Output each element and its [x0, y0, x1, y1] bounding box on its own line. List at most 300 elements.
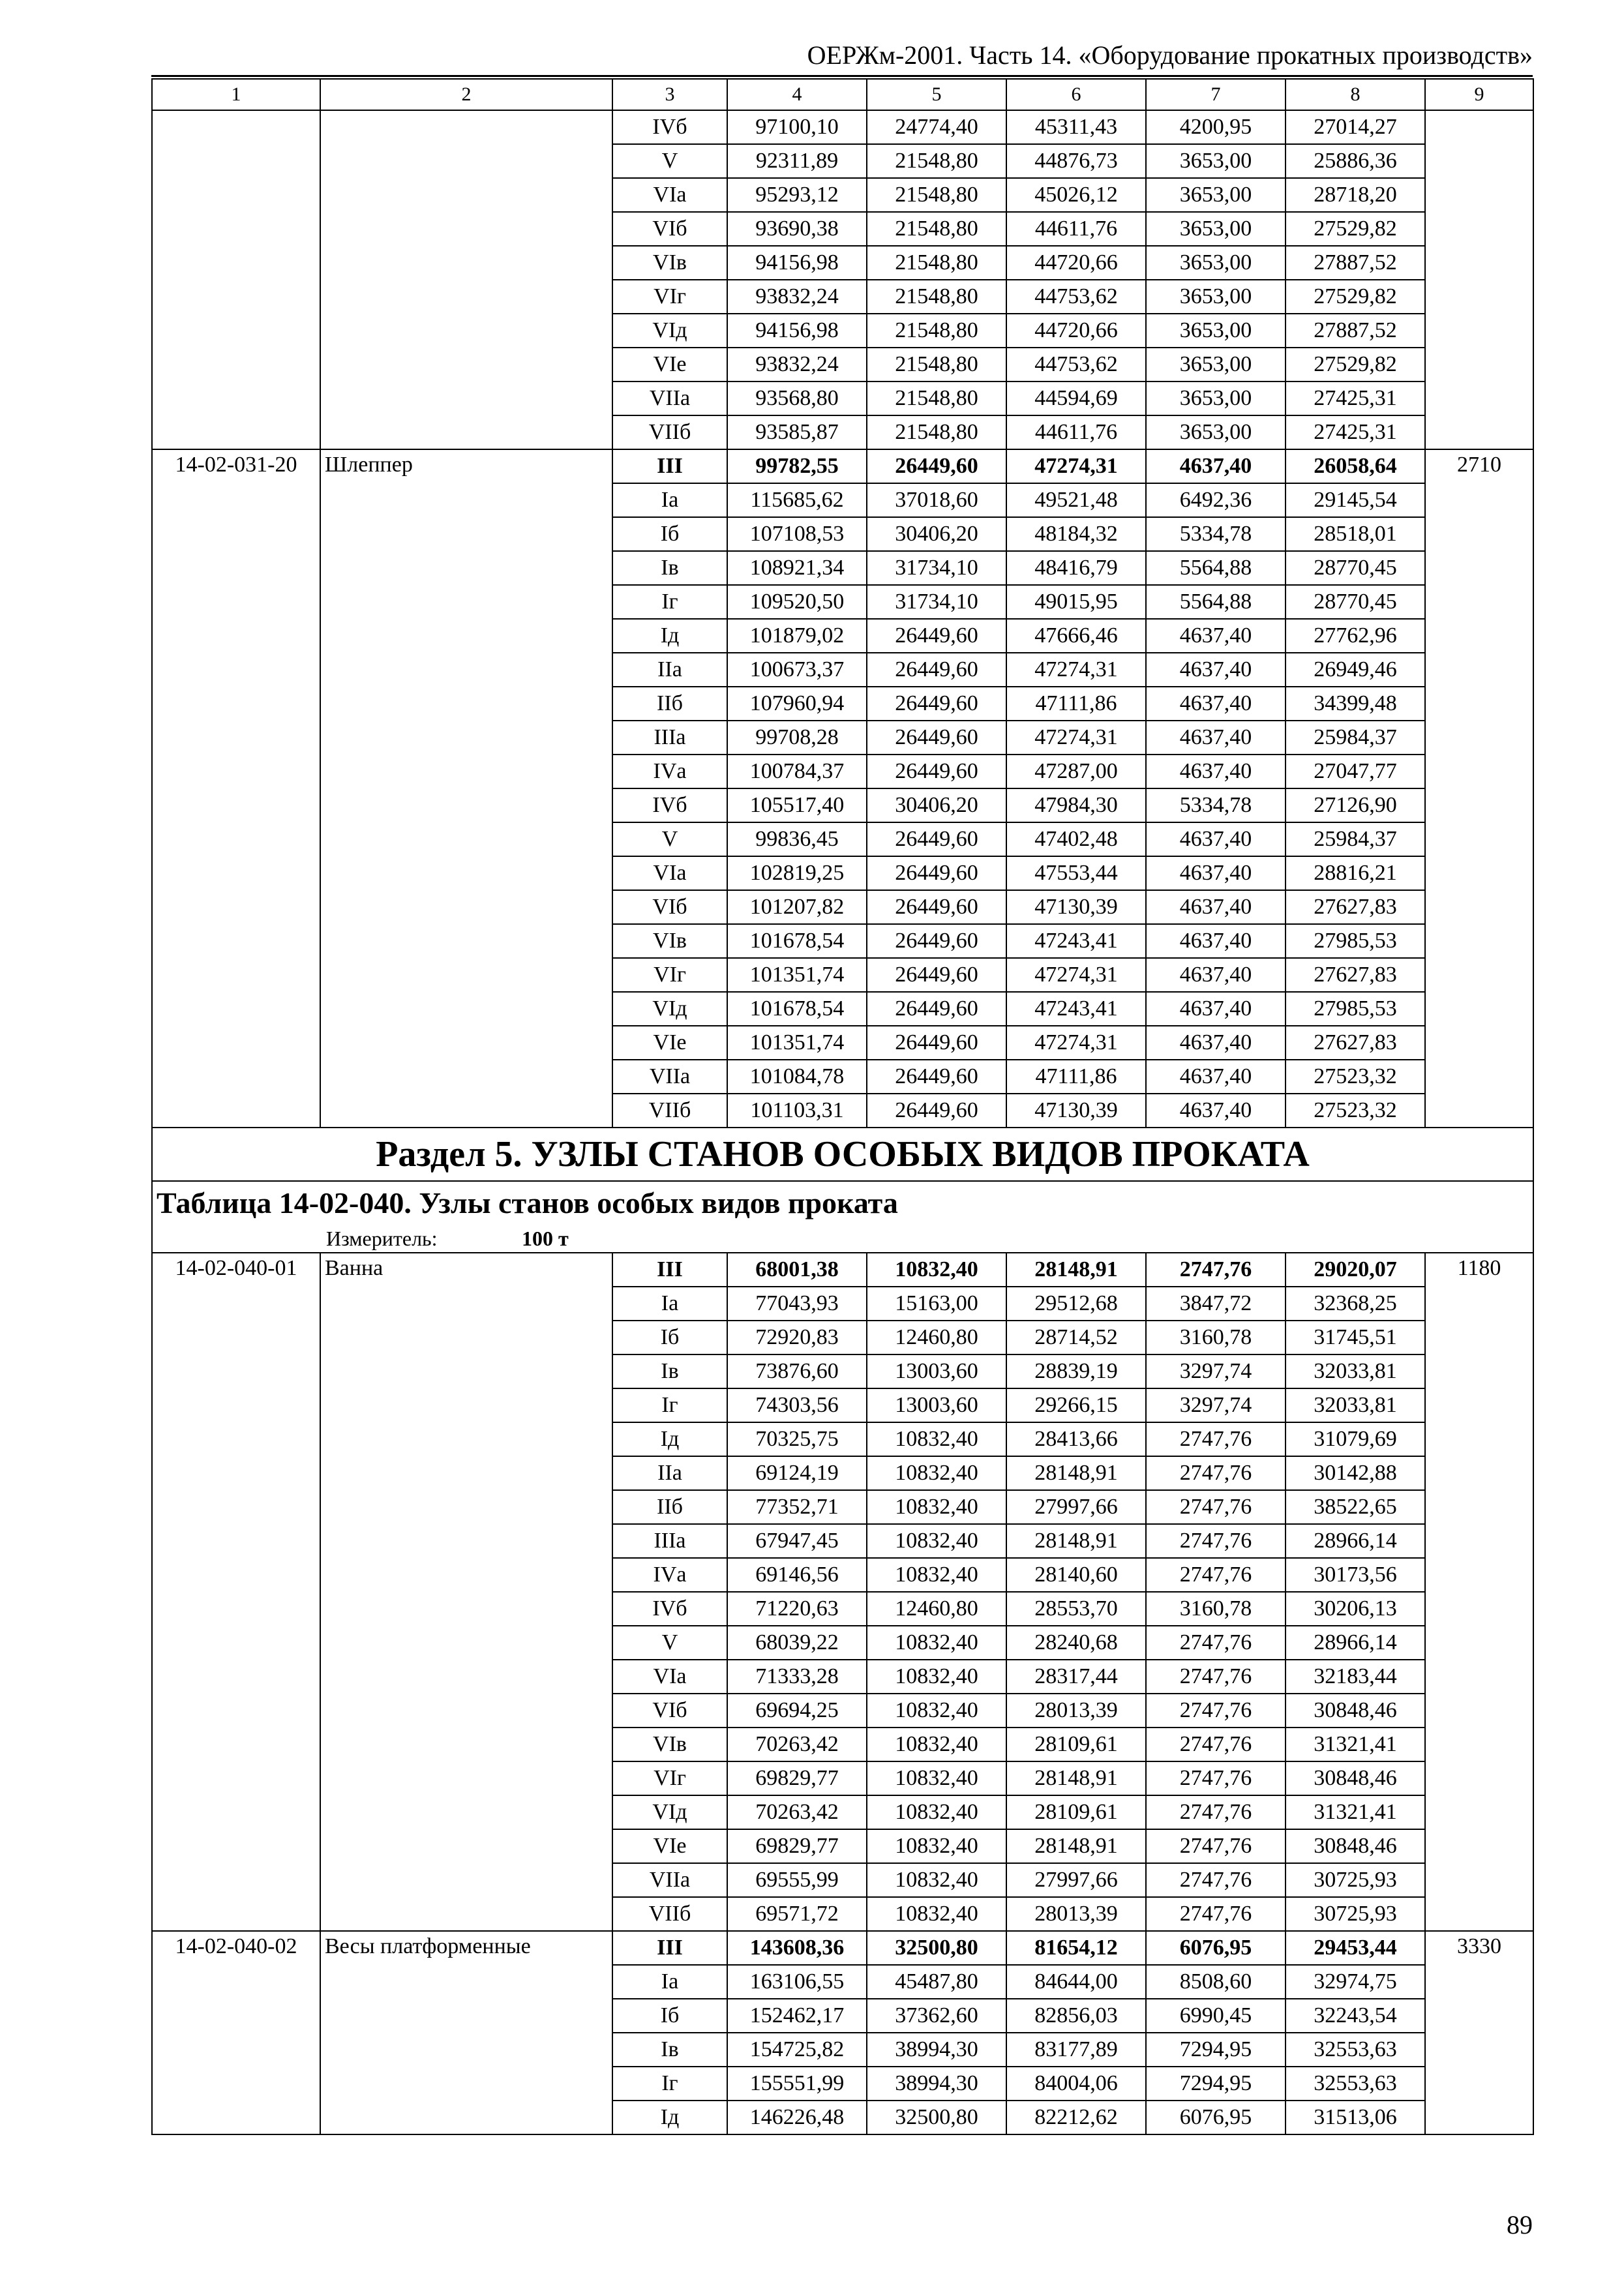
- zone-code: IVа: [612, 755, 727, 788]
- cost-value: 4200,95: [1146, 110, 1286, 144]
- cost-value: 3847,72: [1146, 1287, 1286, 1321]
- cost-value: 27887,52: [1286, 246, 1425, 280]
- zone-code: Iа: [612, 1287, 727, 1321]
- cost-value: 28013,39: [1006, 1694, 1146, 1728]
- cost-value: 10832,40: [867, 1626, 1006, 1660]
- cost-value: 5334,78: [1146, 788, 1286, 822]
- item-name: [320, 110, 612, 449]
- cost-value: 27126,90: [1286, 788, 1425, 822]
- cost-value: 7294,95: [1146, 2033, 1286, 2067]
- cost-value: 101351,74: [727, 958, 867, 992]
- cost-value: 99708,28: [727, 721, 867, 755]
- cost-value: 26449,60: [867, 449, 1006, 483]
- column-number: 8: [1286, 79, 1425, 110]
- cost-value: 26058,64: [1286, 449, 1425, 483]
- cost-value: 37362,60: [867, 1999, 1006, 2033]
- cost-value: 30725,93: [1286, 1897, 1425, 1931]
- cost-value: 3297,74: [1146, 1388, 1286, 1422]
- cost-value: 28317,44: [1006, 1660, 1146, 1694]
- cost-value: 47243,41: [1006, 924, 1146, 958]
- zone-code: Iг: [612, 585, 727, 619]
- cost-value: 49015,95: [1006, 585, 1146, 619]
- cost-value: 47984,30: [1006, 788, 1146, 822]
- cost-value: 44753,62: [1006, 280, 1146, 314]
- cost-value: 26449,60: [867, 619, 1006, 653]
- cost-value: 25984,37: [1286, 721, 1425, 755]
- cost-value: 28966,14: [1286, 1524, 1425, 1558]
- cost-value: 6492,36: [1146, 483, 1286, 517]
- cost-value: 28553,70: [1006, 1592, 1146, 1626]
- cost-value: 95293,12: [727, 178, 867, 212]
- cost-value: 2747,76: [1146, 1761, 1286, 1795]
- cost-value: 32368,25: [1286, 1287, 1425, 1321]
- zone-code: VIв: [612, 924, 727, 958]
- zone-code: VIд: [612, 1795, 727, 1829]
- cost-value: 93690,38: [727, 212, 867, 246]
- item-code: [152, 110, 320, 449]
- cost-value: 3160,78: [1146, 1321, 1286, 1354]
- cost-value: 44720,66: [1006, 246, 1146, 280]
- cost-value: 100784,37: [727, 755, 867, 788]
- cost-value: 146226,48: [727, 2101, 867, 2134]
- zone-code: IIIа: [612, 1524, 727, 1558]
- item-total: 1180: [1425, 1253, 1533, 1931]
- cost-value: 31513,06: [1286, 2101, 1425, 2134]
- cost-value: 93832,24: [727, 348, 867, 382]
- cost-value: 102819,25: [727, 856, 867, 890]
- zone-code: Iв: [612, 551, 727, 585]
- cost-value: 32243,54: [1286, 1999, 1425, 2033]
- item-code: 14-02-031-20: [152, 449, 320, 1128]
- cost-value: 73876,60: [727, 1354, 867, 1388]
- cost-value: 28714,52: [1006, 1321, 1146, 1354]
- item-name: Весы платформенные: [320, 1931, 612, 2134]
- cost-value: 3160,78: [1146, 1592, 1286, 1626]
- zone-code: VIе: [612, 1026, 727, 1060]
- cost-value: 27627,83: [1286, 1026, 1425, 1060]
- cost-value: 10832,40: [867, 1490, 1006, 1524]
- meter-value: 100 т: [522, 1227, 569, 1250]
- zone-code: V: [612, 1626, 727, 1660]
- cost-value: 47130,39: [1006, 1094, 1146, 1128]
- cost-value: 28770,45: [1286, 551, 1425, 585]
- cost-value: 45026,12: [1006, 178, 1146, 212]
- cost-value: 71220,63: [727, 1592, 867, 1626]
- cost-value: 21548,80: [867, 212, 1006, 246]
- cost-value: 4637,40: [1146, 1094, 1286, 1128]
- cost-value: 32033,81: [1286, 1354, 1425, 1388]
- cost-value: 2747,76: [1146, 1694, 1286, 1728]
- page-number: 89: [1507, 2210, 1533, 2239]
- cost-value: 21548,80: [867, 348, 1006, 382]
- cost-value: 26449,60: [867, 1094, 1006, 1128]
- header-rule: [151, 75, 1533, 77]
- cost-value: 26449,60: [867, 890, 1006, 924]
- cost-value: 21548,80: [867, 314, 1006, 348]
- zone-code: IIб: [612, 1490, 727, 1524]
- cost-value: 47402,48: [1006, 822, 1146, 856]
- cost-value: 28518,01: [1286, 517, 1425, 551]
- zone-code: IVб: [612, 788, 727, 822]
- cost-value: 27997,66: [1006, 1490, 1146, 1524]
- cost-value: 115685,62: [727, 483, 867, 517]
- cost-value: 4637,40: [1146, 958, 1286, 992]
- cost-value: 28148,91: [1006, 1456, 1146, 1490]
- cost-value: 10832,40: [867, 1660, 1006, 1694]
- cost-value: 26949,46: [1286, 653, 1425, 687]
- zone-code: VIб: [612, 890, 727, 924]
- zone-code: VIе: [612, 1829, 727, 1863]
- cost-value: 31745,51: [1286, 1321, 1425, 1354]
- cost-value: 83177,89: [1006, 2033, 1146, 2067]
- cost-value: 31321,41: [1286, 1795, 1425, 1829]
- item-code: 14-02-040-02: [152, 1931, 320, 2134]
- cost-value: 3653,00: [1146, 144, 1286, 178]
- cost-value: 47111,86: [1006, 687, 1146, 721]
- cost-value: 31321,41: [1286, 1728, 1425, 1761]
- zone-code: Iг: [612, 1388, 727, 1422]
- item-name: Шлеппер: [320, 449, 612, 1128]
- cost-value: 32500,80: [867, 2101, 1006, 2134]
- cost-value: 163106,55: [727, 1965, 867, 1999]
- cost-value: 29453,44: [1286, 1931, 1425, 1965]
- cost-value: 45487,80: [867, 1965, 1006, 1999]
- cost-value: 13003,60: [867, 1388, 1006, 1422]
- cost-value: 47553,44: [1006, 856, 1146, 890]
- cost-value: 30848,46: [1286, 1694, 1425, 1728]
- zone-code: Iа: [612, 1965, 727, 1999]
- cost-value: 44876,73: [1006, 144, 1146, 178]
- cost-value: 27985,53: [1286, 992, 1425, 1026]
- cost-value: 100673,37: [727, 653, 867, 687]
- cost-value: 28013,39: [1006, 1897, 1146, 1931]
- cost-value: 26449,60: [867, 755, 1006, 788]
- zone-code: VIа: [612, 178, 727, 212]
- cost-value: 24774,40: [867, 110, 1006, 144]
- cost-value: 2747,76: [1146, 1253, 1286, 1287]
- zone-code: VIе: [612, 348, 727, 382]
- cost-value: 28148,91: [1006, 1761, 1146, 1795]
- zone-code: VIб: [612, 212, 727, 246]
- cost-value: 108921,34: [727, 551, 867, 585]
- table-row: [152, 449, 1533, 483]
- cost-value: 30142,88: [1286, 1456, 1425, 1490]
- cost-value: 28816,21: [1286, 856, 1425, 890]
- zone-code: Iд: [612, 2101, 727, 2134]
- cost-value: 28140,60: [1006, 1558, 1146, 1592]
- zone-code: Iб: [612, 517, 727, 551]
- cost-value: 32974,75: [1286, 1965, 1425, 1999]
- zone-code: VIIа: [612, 1863, 727, 1897]
- cost-value: 32553,63: [1286, 2067, 1425, 2101]
- zone-code: V: [612, 144, 727, 178]
- price-table: [151, 78, 1534, 2135]
- table-title: Таблица 14-02-040. Узлы станов особых видов проката: [152, 1181, 1533, 1225]
- cost-value: 94156,98: [727, 314, 867, 348]
- cost-value: 3653,00: [1146, 348, 1286, 382]
- cost-value: 69829,77: [727, 1829, 867, 1863]
- cost-value: 6076,95: [1146, 2101, 1286, 2134]
- zone-code: VIг: [612, 1761, 727, 1795]
- cost-value: 32183,44: [1286, 1660, 1425, 1694]
- cost-value: 27762,96: [1286, 619, 1425, 653]
- cost-value: 82212,62: [1006, 2101, 1146, 2134]
- section-title: Раздел 5. УЗЛЫ СТАНОВ ОСОБЫХ ВИДОВ ПРОКАТА: [152, 1128, 1533, 1181]
- page-header: ОЕРЖм-2001. Часть 14. «Оборудование прокатных производств»: [807, 40, 1533, 70]
- cost-value: 26449,60: [867, 822, 1006, 856]
- cost-value: 26449,60: [867, 653, 1006, 687]
- cost-value: 26449,60: [867, 721, 1006, 755]
- cost-value: 77352,71: [727, 1490, 867, 1524]
- zone-code: VIIа: [612, 382, 727, 415]
- cost-value: 3653,00: [1146, 415, 1286, 449]
- zone-code: VIа: [612, 1660, 727, 1694]
- table-title-row: [152, 1181, 1533, 1225]
- cost-value: 21548,80: [867, 246, 1006, 280]
- meter-cell: [152, 1225, 1533, 1253]
- cost-value: 107108,53: [727, 517, 867, 551]
- cost-value: 28109,61: [1006, 1795, 1146, 1829]
- cost-value: 143608,36: [727, 1931, 867, 1965]
- cost-value: 27887,52: [1286, 314, 1425, 348]
- column-number: 2: [320, 79, 612, 110]
- column-number: 3: [612, 79, 727, 110]
- cost-value: 26449,60: [867, 958, 1006, 992]
- cost-value: 47666,46: [1006, 619, 1146, 653]
- cost-value: 44753,62: [1006, 348, 1146, 382]
- cost-value: 30848,46: [1286, 1761, 1425, 1795]
- cost-value: 26449,60: [867, 924, 1006, 958]
- zone-code: Iг: [612, 2067, 727, 2101]
- cost-value: 12460,80: [867, 1321, 1006, 1354]
- cost-value: 69694,25: [727, 1694, 867, 1728]
- cost-value: 31734,10: [867, 585, 1006, 619]
- cost-value: 92311,89: [727, 144, 867, 178]
- zone-code: VIIа: [612, 1060, 727, 1094]
- cost-value: 10832,40: [867, 1456, 1006, 1490]
- cost-value: 26449,60: [867, 1060, 1006, 1094]
- zone-code: IVа: [612, 1558, 727, 1592]
- cost-value: 69146,56: [727, 1558, 867, 1592]
- cost-value: 21548,80: [867, 144, 1006, 178]
- cost-value: 13003,60: [867, 1354, 1006, 1388]
- cost-value: 71333,28: [727, 1660, 867, 1694]
- cost-value: 4637,40: [1146, 721, 1286, 755]
- cost-value: 69555,99: [727, 1863, 867, 1897]
- cost-value: 28148,91: [1006, 1829, 1146, 1863]
- cost-value: 44611,76: [1006, 415, 1146, 449]
- cost-value: 44611,76: [1006, 212, 1146, 246]
- cost-value: 3653,00: [1146, 382, 1286, 415]
- cost-value: 4637,40: [1146, 1026, 1286, 1060]
- section-row: [152, 1128, 1533, 1181]
- zone-code: III: [612, 449, 727, 483]
- cost-value: 47274,31: [1006, 449, 1146, 483]
- zone-code: VIв: [612, 1728, 727, 1761]
- item-total: [1425, 110, 1533, 449]
- cost-value: 26449,60: [867, 856, 1006, 890]
- cost-value: 154725,82: [727, 2033, 867, 2067]
- cost-value: 29266,15: [1006, 1388, 1146, 1422]
- cost-value: 67947,45: [727, 1524, 867, 1558]
- cost-value: 69829,77: [727, 1761, 867, 1795]
- table-row: [152, 110, 1533, 144]
- cost-value: 27523,32: [1286, 1094, 1425, 1128]
- zone-code: Iд: [612, 1422, 727, 1456]
- cost-value: 2747,76: [1146, 1829, 1286, 1863]
- zone-code: IVб: [612, 110, 727, 144]
- cost-value: 38994,30: [867, 2067, 1006, 2101]
- cost-value: 28966,14: [1286, 1626, 1425, 1660]
- cost-value: 3653,00: [1146, 280, 1286, 314]
- cost-value: 101207,82: [727, 890, 867, 924]
- cost-value: 2747,76: [1146, 1626, 1286, 1660]
- cost-value: 5334,78: [1146, 517, 1286, 551]
- cost-value: 10832,40: [867, 1422, 1006, 1456]
- cost-value: 70263,42: [727, 1795, 867, 1829]
- column-number: 6: [1006, 79, 1146, 110]
- cost-value: 2747,76: [1146, 1660, 1286, 1694]
- cost-value: 3653,00: [1146, 246, 1286, 280]
- cost-value: 69571,72: [727, 1897, 867, 1931]
- cost-value: 10832,40: [867, 1795, 1006, 1829]
- cost-value: 2747,76: [1146, 1422, 1286, 1456]
- cost-value: 32500,80: [867, 1931, 1006, 1965]
- cost-value: 2747,76: [1146, 1490, 1286, 1524]
- cost-value: 47130,39: [1006, 890, 1146, 924]
- cost-value: 10832,40: [867, 1863, 1006, 1897]
- cost-value: 47287,00: [1006, 755, 1146, 788]
- cost-value: 28718,20: [1286, 178, 1425, 212]
- cost-value: 70263,42: [727, 1728, 867, 1761]
- cost-value: 28240,68: [1006, 1626, 1146, 1660]
- cost-value: 7294,95: [1146, 2067, 1286, 2101]
- cost-value: 27529,82: [1286, 348, 1425, 382]
- cost-value: 74303,56: [727, 1388, 867, 1422]
- meter-label: Измеритель:: [326, 1227, 438, 1250]
- cost-value: 4637,40: [1146, 822, 1286, 856]
- cost-value: 27047,77: [1286, 755, 1425, 788]
- zone-code: IVб: [612, 1592, 727, 1626]
- cost-value: 2747,76: [1146, 1558, 1286, 1592]
- item-name: Ванна: [320, 1253, 612, 1931]
- cost-value: 30848,46: [1286, 1829, 1425, 1863]
- table-row: [152, 1253, 1533, 1287]
- table-row: [152, 1931, 1533, 1965]
- cost-value: 29145,54: [1286, 483, 1425, 517]
- cost-value: 27627,83: [1286, 958, 1425, 992]
- item-total: 3330: [1425, 1931, 1533, 2134]
- cost-value: 48184,32: [1006, 517, 1146, 551]
- cost-value: 10832,40: [867, 1897, 1006, 1931]
- cost-value: 28770,45: [1286, 585, 1425, 619]
- cost-value: 2747,76: [1146, 1897, 1286, 1931]
- zone-code: Iв: [612, 2033, 727, 2067]
- cost-value: 10832,40: [867, 1558, 1006, 1592]
- cost-value: 68039,22: [727, 1626, 867, 1660]
- cost-value: 21548,80: [867, 280, 1006, 314]
- cost-value: 4637,40: [1146, 1060, 1286, 1094]
- cost-value: 101678,54: [727, 992, 867, 1026]
- zone-code: VIIб: [612, 1094, 727, 1128]
- cost-value: 4637,40: [1146, 687, 1286, 721]
- zone-code: IIа: [612, 653, 727, 687]
- cost-value: 27425,31: [1286, 382, 1425, 415]
- cost-value: 30406,20: [867, 788, 1006, 822]
- cost-value: 29512,68: [1006, 1287, 1146, 1321]
- cost-value: 8508,60: [1146, 1965, 1286, 1999]
- cost-value: 30173,56: [1286, 1558, 1425, 1592]
- cost-value: 27425,31: [1286, 415, 1425, 449]
- cost-value: 21548,80: [867, 178, 1006, 212]
- cost-value: 4637,40: [1146, 890, 1286, 924]
- cost-value: 47111,86: [1006, 1060, 1146, 1094]
- cost-value: 26449,60: [867, 1026, 1006, 1060]
- cost-value: 93568,80: [727, 382, 867, 415]
- cost-value: 101103,31: [727, 1094, 867, 1128]
- cost-value: 25886,36: [1286, 144, 1425, 178]
- cost-value: 101879,02: [727, 619, 867, 653]
- zone-code: VIв: [612, 246, 727, 280]
- cost-value: 10832,40: [867, 1253, 1006, 1287]
- cost-value: 84004,06: [1006, 2067, 1146, 2101]
- column-number: 1: [152, 79, 320, 110]
- cost-value: 38522,65: [1286, 1490, 1425, 1524]
- cost-value: 27014,27: [1286, 110, 1425, 144]
- item-code: 14-02-040-01: [152, 1253, 320, 1931]
- cost-value: 47274,31: [1006, 653, 1146, 687]
- cost-value: 6076,95: [1146, 1931, 1286, 1965]
- cost-value: 82856,03: [1006, 1999, 1146, 2033]
- cost-value: 27523,32: [1286, 1060, 1425, 1094]
- cost-value: 29020,07: [1286, 1253, 1425, 1287]
- cost-value: 32033,81: [1286, 1388, 1425, 1422]
- cost-value: 2747,76: [1146, 1728, 1286, 1761]
- cost-value: 28839,19: [1006, 1354, 1146, 1388]
- zone-code: Iа: [612, 483, 727, 517]
- cost-value: 2747,76: [1146, 1795, 1286, 1829]
- cost-value: 26449,60: [867, 687, 1006, 721]
- zone-code: VIIб: [612, 1897, 727, 1931]
- cost-value: 2747,76: [1146, 1524, 1286, 1558]
- cost-value: 10832,40: [867, 1761, 1006, 1795]
- zone-code: VIа: [612, 856, 727, 890]
- meter-row: [152, 1225, 1533, 1253]
- cost-value: 28413,66: [1006, 1422, 1146, 1456]
- item-total: 2710: [1425, 449, 1533, 1128]
- cost-value: 10832,40: [867, 1694, 1006, 1728]
- cost-value: 109520,50: [727, 585, 867, 619]
- zone-code: III: [612, 1253, 727, 1287]
- cost-value: 28148,91: [1006, 1524, 1146, 1558]
- cost-value: 47243,41: [1006, 992, 1146, 1026]
- cost-value: 93585,87: [727, 415, 867, 449]
- cost-value: 2747,76: [1146, 1863, 1286, 1897]
- zone-code: VIб: [612, 1694, 727, 1728]
- cost-value: 101084,78: [727, 1060, 867, 1094]
- cost-value: 15163,00: [867, 1287, 1006, 1321]
- cost-value: 3653,00: [1146, 178, 1286, 212]
- cost-value: 101351,74: [727, 1026, 867, 1060]
- column-number: 5: [867, 79, 1006, 110]
- cost-value: 107960,94: [727, 687, 867, 721]
- cost-value: 48416,79: [1006, 551, 1146, 585]
- cost-value: 4637,40: [1146, 449, 1286, 483]
- cost-value: 47274,31: [1006, 958, 1146, 992]
- cost-value: 105517,40: [727, 788, 867, 822]
- column-number: 4: [727, 79, 867, 110]
- zone-code: VIг: [612, 958, 727, 992]
